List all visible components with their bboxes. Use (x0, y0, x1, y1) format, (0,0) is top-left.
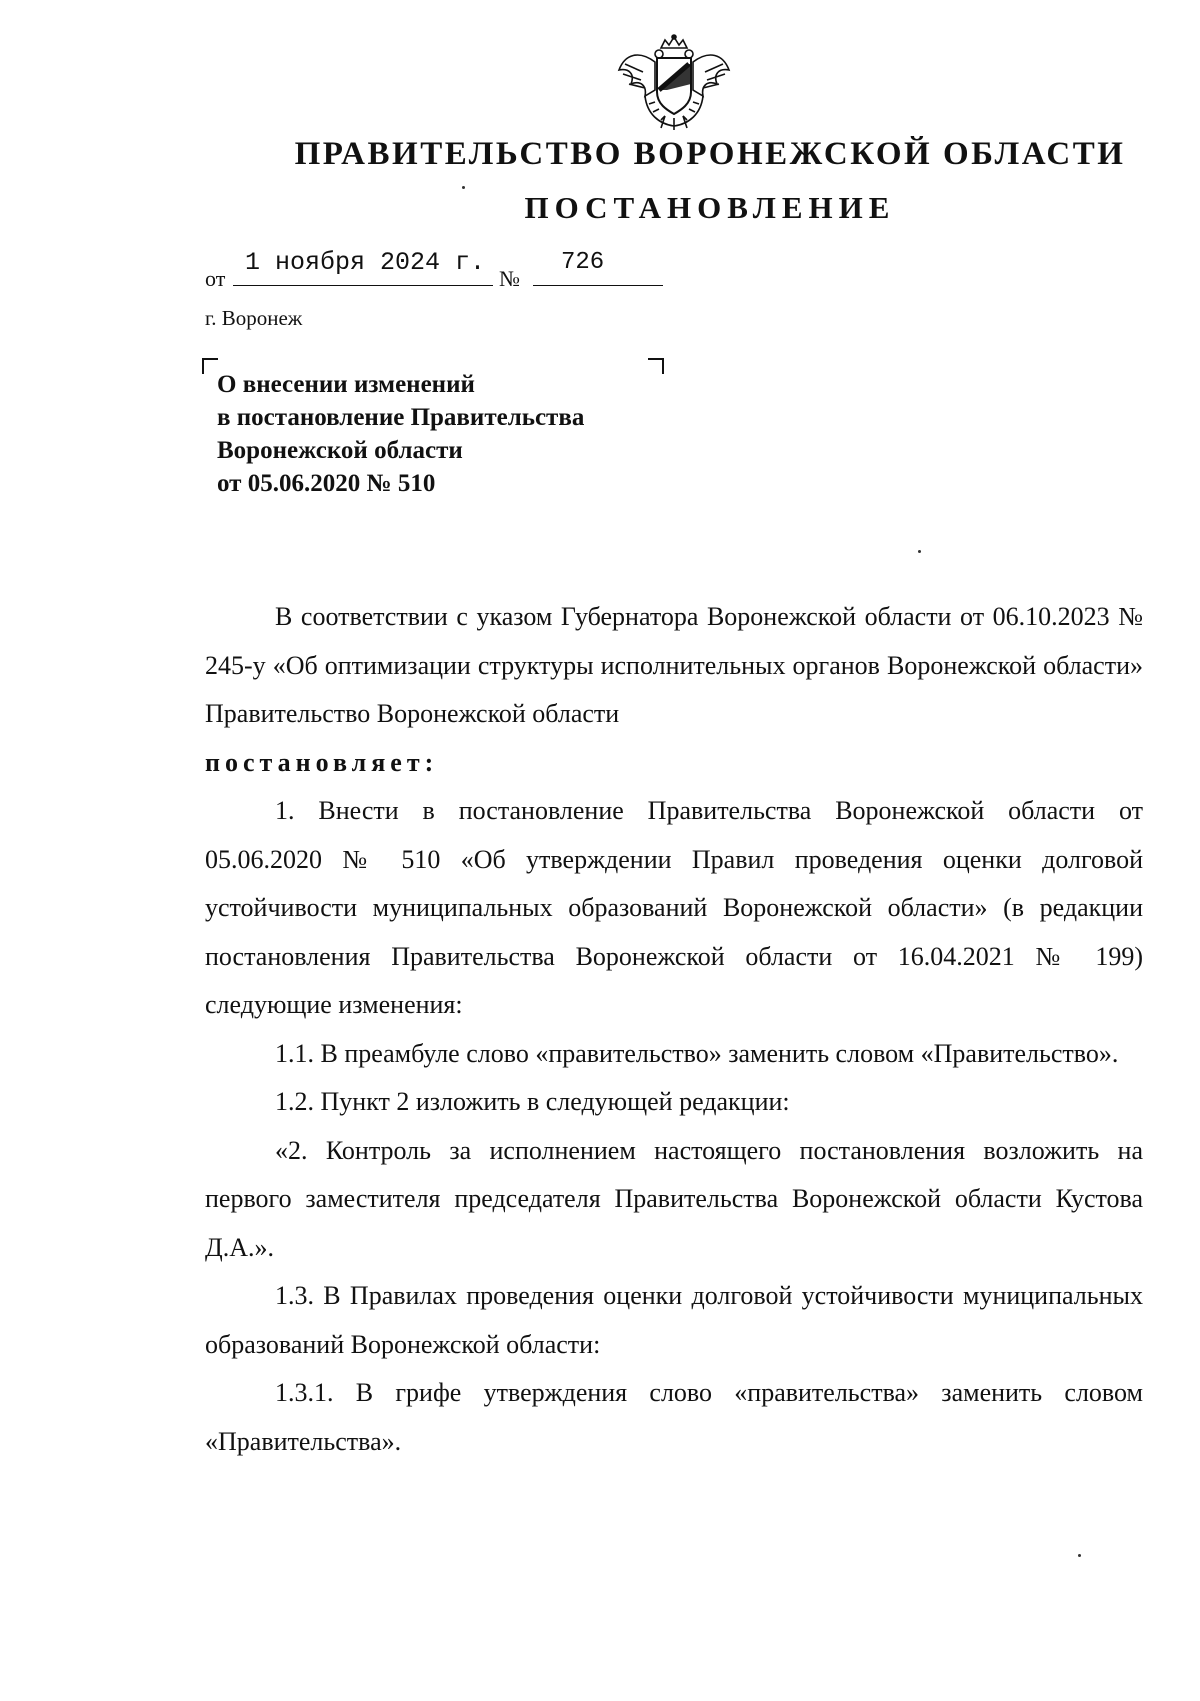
item-1-2-paragraph: 1.2. Пункт 2 изложить в следующей редакции: (275, 1087, 790, 1116)
document-date: 1 ноября 2024 г. (233, 248, 493, 286)
subject-corner-mark-left (202, 358, 218, 374)
date-number-line (205, 248, 665, 291)
preamble-paragraph: В соответствии с указом Губернатора Воронежской области от 06.10.2023 № 245-у «Об оптимизации структуры исполнительных органов Воронежской области» Правительство Воронежской области (205, 602, 1143, 728)
date-prefix-label: от (205, 266, 226, 291)
number-sign-label: № (499, 266, 520, 291)
coat-of-arms-emblem (615, 34, 733, 132)
item-1-3-1-paragraph: 1.3.1. В грифе утверждения слово «правительства» заменить словом «Правительства». (205, 1378, 1143, 1456)
city-label: г. Воронеж (205, 306, 303, 330)
document-subject (217, 368, 677, 500)
government-title: ПРАВИТЕЛЬСТВО ВОРОНЕЖСКОЙ ОБЛАСТИ (294, 136, 1126, 172)
scan-speck (918, 550, 921, 553)
subject-line: Воронежской области (217, 437, 463, 464)
item-1-2-quote-paragraph: «2. Контроль за исполнением настоящего постановления возложить на первого заместителя председателя Правительства Воронежской области Кустова Д.А.». (205, 1135, 1143, 1262)
scan-speck (462, 186, 465, 189)
item-1-1-paragraph: 1.1. В преамбуле слово «правительство» заменить словом «Правительство». (275, 1038, 1119, 1068)
item-1-paragraph: 1. Внести в постановление Правительства Воронежской области от 05.06.2020 № 510 «Об утверждении Правил проведения оценки долговой устойчивости муниципальных образований Воронежской области» (в редакции постановления Правительства Воронежской области от 16.04.2021 № 199) следующие изменения: (205, 796, 1143, 1019)
resolves-label: постановляет: (205, 747, 439, 777)
item-1-3-paragraph: 1.3. В Правилах проведения оценки долговой устойчивости муниципальных образований Воронежской области: (205, 1281, 1143, 1359)
document-body (205, 593, 1143, 1466)
subject-line: О внесении изменений (217, 371, 475, 398)
document-number: 726 (533, 248, 663, 286)
subject-line: в постановление Правительства (217, 404, 585, 431)
document-type-title: ПОСТАНОВЛЕНИЕ (524, 190, 896, 225)
scan-speck (1078, 1554, 1081, 1557)
subject-line: от 05.06.2020 № 510 (217, 470, 436, 497)
